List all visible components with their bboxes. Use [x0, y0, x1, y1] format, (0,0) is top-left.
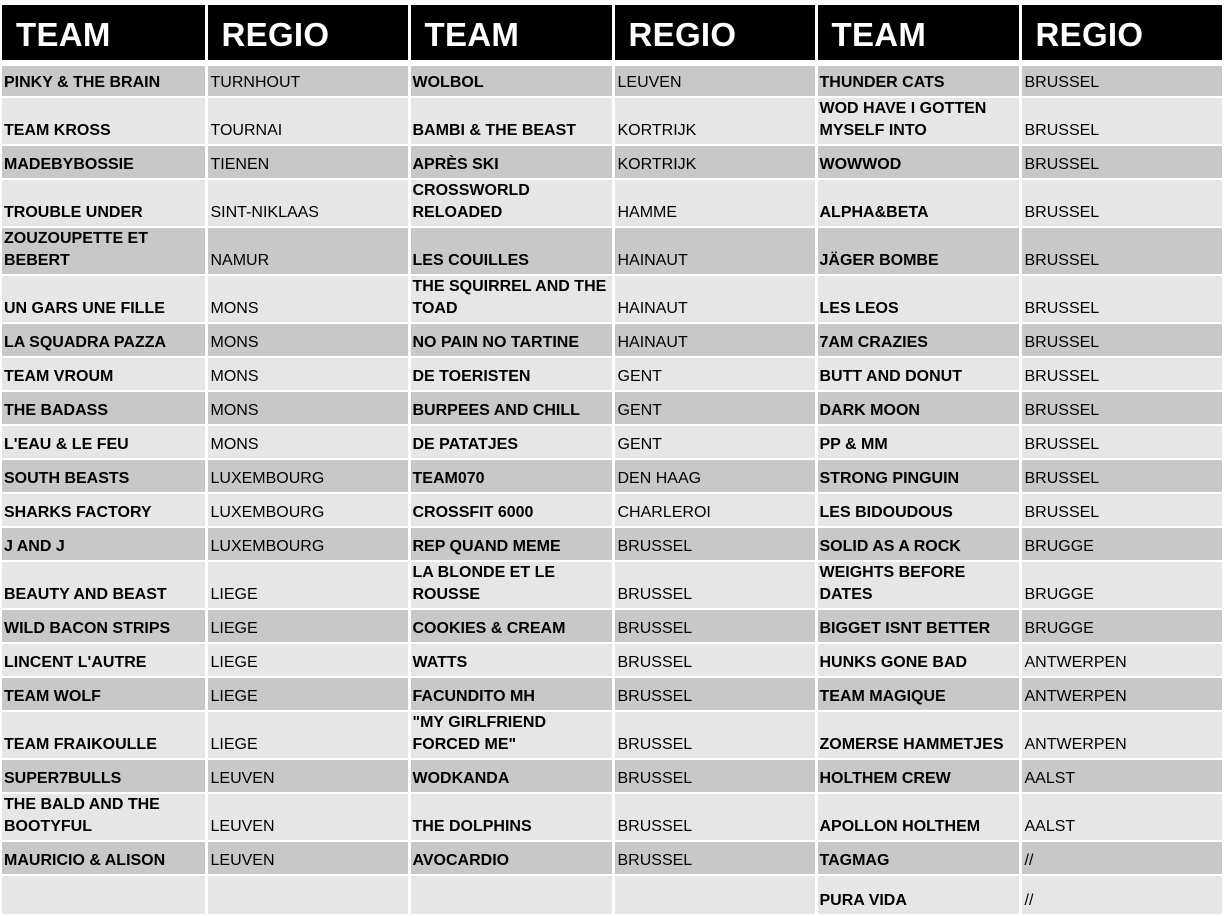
regio-cell-3: BRUSSEL	[1020, 97, 1222, 145]
team-cell-2: NO PAIN NO TARTINE	[409, 323, 613, 357]
regio-cell-1: TURNHOUT	[206, 63, 409, 97]
regio-cell-1	[206, 875, 409, 915]
team-cell-3: WOD HAVE I GOTTEN MYSELF INTO	[816, 97, 1020, 145]
regio-cell-3: ANTWERPEN	[1020, 677, 1222, 711]
regio-cell-1: TOURNAI	[206, 97, 409, 145]
regio-cell-3: BRUSSEL	[1020, 493, 1222, 527]
regio-cell-2: BRUSSEL	[613, 609, 816, 643]
regio-cell-1: LIEGE	[206, 561, 409, 609]
regio-cell-2: HAINAUT	[613, 275, 816, 323]
team-cell-3: LES LEOS	[816, 275, 1020, 323]
header-team-3: TEAM	[816, 5, 1020, 63]
table-row	[2, 759, 1222, 793]
team-cell-2: APRÈS SKI	[409, 145, 613, 179]
team-cell-1: SUPER7BULLS	[2, 759, 206, 793]
team-cell-1: THE BALD AND THE BOOTYFUL	[2, 793, 206, 841]
regio-cell-3: BRUGGE	[1020, 527, 1222, 561]
regio-cell-1: LUXEMBOURG	[206, 459, 409, 493]
table-row	[2, 227, 1222, 275]
team-cell-2: BAMBI & THE BEAST	[409, 97, 613, 145]
table-row	[2, 323, 1222, 357]
team-cell-2: LA BLONDE ET LE ROUSSE	[409, 561, 613, 609]
team-cell-2: DE PATATJES	[409, 425, 613, 459]
regio-cell-1: MONS	[206, 357, 409, 391]
team-cell-3: 7AM CRAZIES	[816, 323, 1020, 357]
regio-cell-3: BRUSSEL	[1020, 227, 1222, 275]
table-row	[2, 793, 1222, 841]
regio-cell-2: GENT	[613, 391, 816, 425]
team-cell-3: SOLID AS A ROCK	[816, 527, 1020, 561]
table-row	[2, 875, 1222, 915]
team-cell-1: J AND J	[2, 527, 206, 561]
team-cell-3: TEAM MAGIQUE	[816, 677, 1020, 711]
team-cell-3: STRONG PINGUIN	[816, 459, 1020, 493]
table-row	[2, 391, 1222, 425]
header-regio-2: REGIO	[613, 5, 816, 63]
regio-cell-3: AALST	[1020, 793, 1222, 841]
team-cell-2: CROSSFIT 6000	[409, 493, 613, 527]
team-cell-1: MAURICIO & ALISON	[2, 841, 206, 875]
header-regio-3: REGIO	[1020, 5, 1222, 63]
regio-cell-2: CHARLEROI	[613, 493, 816, 527]
regio-cell-1: MONS	[206, 323, 409, 357]
team-cell-2: LES COUILLES	[409, 227, 613, 275]
team-cell-2: CROSSWORLD RELOADED	[409, 179, 613, 227]
table-row	[2, 841, 1222, 875]
regio-cell-1: LIEGE	[206, 677, 409, 711]
regio-cell-1: MONS	[206, 391, 409, 425]
regio-cell-1: NAMUR	[206, 227, 409, 275]
regio-cell-1: MONS	[206, 425, 409, 459]
regio-cell-1: LUXEMBOURG	[206, 527, 409, 561]
regio-cell-3: BRUSSEL	[1020, 275, 1222, 323]
regio-cell-3: BRUSSEL	[1020, 459, 1222, 493]
team-cell-3: DARK MOON	[816, 391, 1020, 425]
table-row	[2, 677, 1222, 711]
table-row	[2, 609, 1222, 643]
table-row	[2, 145, 1222, 179]
table-row	[2, 643, 1222, 677]
regio-cell-3: AALST	[1020, 759, 1222, 793]
regio-cell-3: BRUSSEL	[1020, 357, 1222, 391]
team-cell-2: REP QUAND MEME	[409, 527, 613, 561]
table-row	[2, 459, 1222, 493]
team-cell-2: "MY GIRLFRIEND FORCED ME"	[409, 711, 613, 759]
table-row	[2, 493, 1222, 527]
table-body	[2, 63, 1222, 915]
team-cell-1: TEAM KROSS	[2, 97, 206, 145]
regio-cell-1: TIENEN	[206, 145, 409, 179]
team-cell-2: WOLBOL	[409, 63, 613, 97]
regio-cell-2: BRUSSEL	[613, 561, 816, 609]
team-cell-3: THUNDER CATS	[816, 63, 1020, 97]
regio-cell-2: HAMME	[613, 179, 816, 227]
team-cell-1: LA SQUADRA PAZZA	[2, 323, 206, 357]
team-cell-1: UN GARS UNE FILLE	[2, 275, 206, 323]
regio-cell-1: MONS	[206, 275, 409, 323]
table-row	[2, 425, 1222, 459]
regio-cell-3: BRUSSEL	[1020, 425, 1222, 459]
team-cell-2: THE SQUIRREL AND THE TOAD	[409, 275, 613, 323]
regio-cell-3: BRUGGE	[1020, 609, 1222, 643]
table-row	[2, 63, 1222, 97]
regio-cell-2: GENT	[613, 425, 816, 459]
team-cell-1: PINKY & THE BRAIN	[2, 63, 206, 97]
team-cell-1: WILD BACON STRIPS	[2, 609, 206, 643]
team-cell-3: WEIGHTS BEFORE DATES	[816, 561, 1020, 609]
regio-cell-3: ANTWERPEN	[1020, 643, 1222, 677]
header-team-1: TEAM	[2, 5, 206, 63]
regio-cell-2: HAINAUT	[613, 227, 816, 275]
regio-cell-2: HAINAUT	[613, 323, 816, 357]
regio-cell-3: BRUGGE	[1020, 561, 1222, 609]
team-cell-3: WOWWOD	[816, 145, 1020, 179]
table-row	[2, 561, 1222, 609]
table-header	[2, 5, 1222, 63]
regio-cell-2: BRUSSEL	[613, 759, 816, 793]
team-cell-2: WATTS	[409, 643, 613, 677]
regio-cell-2: BRUSSEL	[613, 841, 816, 875]
team-cell-3: APOLLON HOLTHEM	[816, 793, 1020, 841]
regio-cell-3: BRUSSEL	[1020, 145, 1222, 179]
regio-cell-1: LUXEMBOURG	[206, 493, 409, 527]
team-cell-3: BUTT AND DONUT	[816, 357, 1020, 391]
regio-cell-1: LIEGE	[206, 643, 409, 677]
regio-cell-2: BRUSSEL	[613, 711, 816, 759]
team-cell-2: AVOCARDIO	[409, 841, 613, 875]
table-row	[2, 711, 1222, 759]
regio-cell-2: BRUSSEL	[613, 793, 816, 841]
regio-cell-2: BRUSSEL	[613, 527, 816, 561]
team-cell-3: ALPHA&BETA	[816, 179, 1020, 227]
team-cell-3: HOLTHEM CREW	[816, 759, 1020, 793]
table-row	[2, 97, 1222, 145]
team-cell-3: BIGGET ISNT BETTER	[816, 609, 1020, 643]
regio-cell-3: //	[1020, 841, 1222, 875]
team-cell-2: TEAM070	[409, 459, 613, 493]
team-cell-1	[2, 875, 206, 915]
regio-cell-2: LEUVEN	[613, 63, 816, 97]
regio-cell-2: KORTRIJK	[613, 97, 816, 145]
team-cell-1: TEAM FRAIKOULLE	[2, 711, 206, 759]
team-cell-3: HUNKS GONE BAD	[816, 643, 1020, 677]
table-row	[2, 357, 1222, 391]
regio-cell-3: BRUSSEL	[1020, 323, 1222, 357]
team-cell-1: TROUBLE UNDER	[2, 179, 206, 227]
header-team-2: TEAM	[409, 5, 613, 63]
team-cell-1: SHARKS FACTORY	[2, 493, 206, 527]
team-cell-2: THE DOLPHINS	[409, 793, 613, 841]
regio-cell-2	[613, 875, 816, 915]
table-row	[2, 527, 1222, 561]
regio-cell-1: LEUVEN	[206, 841, 409, 875]
regio-cell-2: BRUSSEL	[613, 643, 816, 677]
team-cell-2: COOKIES & CREAM	[409, 609, 613, 643]
team-cell-1: L'EAU & LE FEU	[2, 425, 206, 459]
regio-cell-3: ANTWERPEN	[1020, 711, 1222, 759]
team-cell-1: TEAM WOLF	[2, 677, 206, 711]
team-cell-3: LES BIDOUDOUS	[816, 493, 1020, 527]
team-cell-1: THE BADASS	[2, 391, 206, 425]
team-cell-2: BURPEES AND CHILL	[409, 391, 613, 425]
team-cell-2	[409, 875, 613, 915]
regio-cell-2: GENT	[613, 357, 816, 391]
regio-cell-3: BRUSSEL	[1020, 179, 1222, 227]
teams-table	[2, 5, 1222, 916]
team-cell-1: SOUTH BEASTS	[2, 459, 206, 493]
team-cell-2: WODKANDA	[409, 759, 613, 793]
regio-cell-1: SINT-NIKLAAS	[206, 179, 409, 227]
table-row	[2, 275, 1222, 323]
regio-cell-2: BRUSSEL	[613, 677, 816, 711]
regio-cell-2: KORTRIJK	[613, 145, 816, 179]
team-cell-1: LINCENT L'AUTRE	[2, 643, 206, 677]
team-cell-1: MADEBYBOSSIE	[2, 145, 206, 179]
team-cell-3: TAGMAG	[816, 841, 1020, 875]
regio-cell-1: LEUVEN	[206, 793, 409, 841]
team-cell-3: ZOMERSE HAMMETJES	[816, 711, 1020, 759]
team-cell-1: ZOUZOUPETTE ET BEBERT	[2, 227, 206, 275]
regio-cell-3: //	[1020, 875, 1222, 915]
regio-cell-2: DEN HAAG	[613, 459, 816, 493]
regio-cell-1: LIEGE	[206, 609, 409, 643]
header-row	[2, 5, 1222, 63]
regio-cell-1: LEUVEN	[206, 759, 409, 793]
team-cell-2: FACUNDITO MH	[409, 677, 613, 711]
team-cell-1: BEAUTY AND BEAST	[2, 561, 206, 609]
regio-cell-1: LIEGE	[206, 711, 409, 759]
table-row	[2, 179, 1222, 227]
team-cell-3: PURA VIDA	[816, 875, 1020, 915]
team-cell-2: DE TOERISTEN	[409, 357, 613, 391]
header-regio-1: REGIO	[206, 5, 409, 63]
regio-cell-3: BRUSSEL	[1020, 391, 1222, 425]
regio-cell-3: BRUSSEL	[1020, 63, 1222, 97]
team-cell-3: JÄGER BOMBE	[816, 227, 1020, 275]
team-cell-1: TEAM VROUM	[2, 357, 206, 391]
team-cell-3: PP & MM	[816, 425, 1020, 459]
